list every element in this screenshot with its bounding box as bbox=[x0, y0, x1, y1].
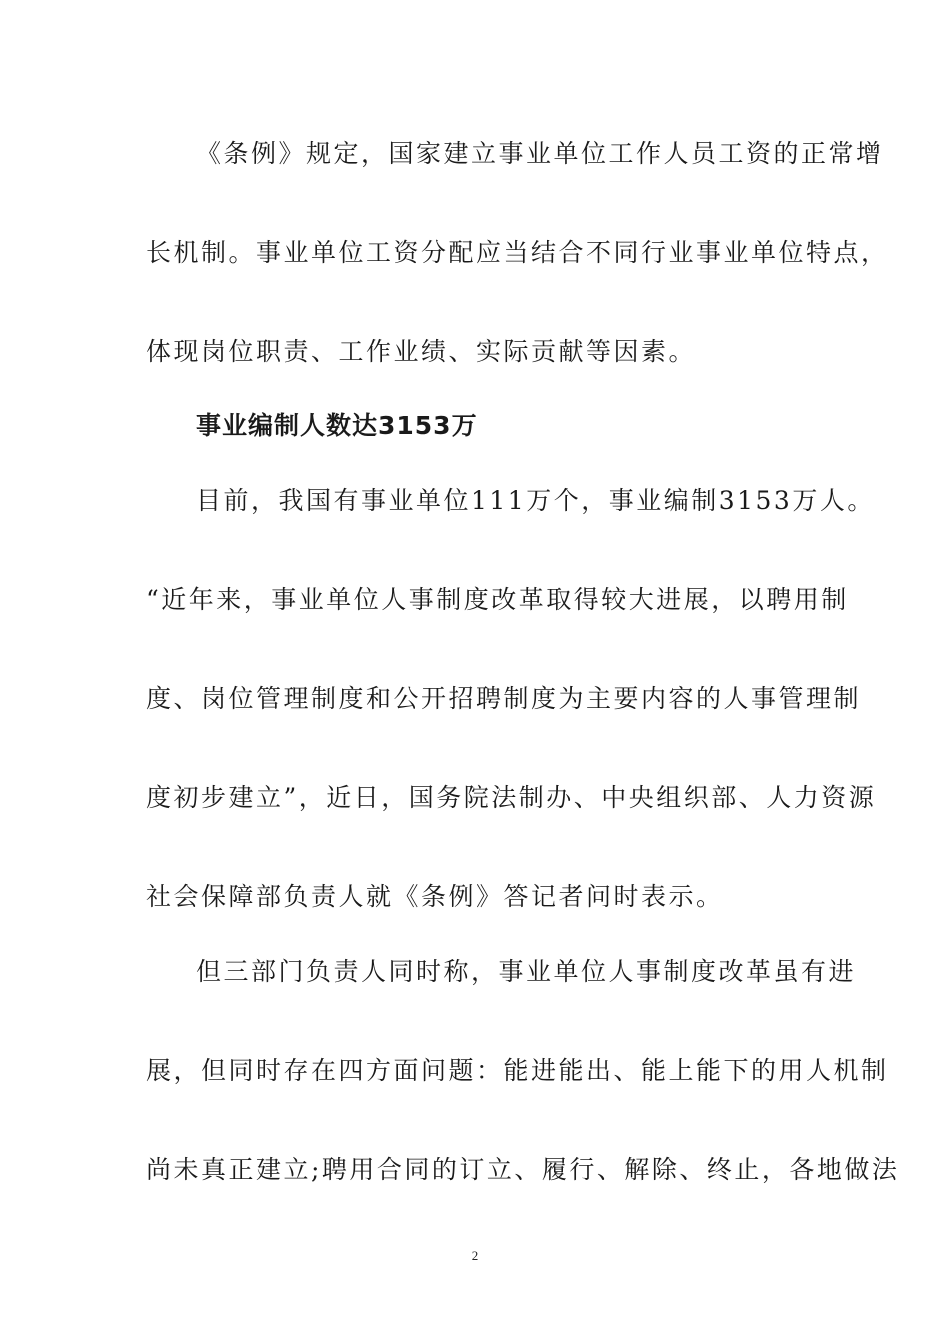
section-heading: 事业编制人数达3153万 bbox=[196, 411, 478, 440]
paragraph-line: 展，但同时存在四方面问题：能进能出、能上能下的用人机制 bbox=[146, 1056, 889, 1085]
paragraph-line: 体现岗位职责、工作业绩、实际贡献等因素。 bbox=[146, 337, 697, 366]
paragraph-line: 尚未真正建立;聘用合同的订立、履行、解除、终止，各地做法 bbox=[146, 1155, 900, 1184]
page-number: 2 bbox=[471, 1248, 479, 1263]
paragraph-line: 度初步建立”，近日，国务院法制办、中央组织部、人力资源 bbox=[146, 783, 877, 812]
paragraph-line: 但三部门负责人同时称，事业单位人事制度改革虽有进 bbox=[196, 957, 857, 986]
paragraph-line: “近年来，事业单位人事制度改革取得较大进展，以聘用制 bbox=[146, 585, 849, 614]
paragraph-line: 目前，我国有事业单位111万个，事业编制3153万人。 bbox=[196, 486, 875, 515]
paragraph-line: 长机制。事业单位工资分配应当结合不同行业事业单位特点， bbox=[146, 238, 889, 267]
paragraph-line: 度、岗位管理制度和公开招聘制度为主要内容的人事管理制 bbox=[146, 684, 862, 713]
paragraph-line: 《条例》规定，国家建立事业单位工作人员工资的正常增 bbox=[196, 139, 884, 168]
paragraph-line: 社会保障部负责人就《条例》答记者问时表示。 bbox=[146, 882, 724, 911]
